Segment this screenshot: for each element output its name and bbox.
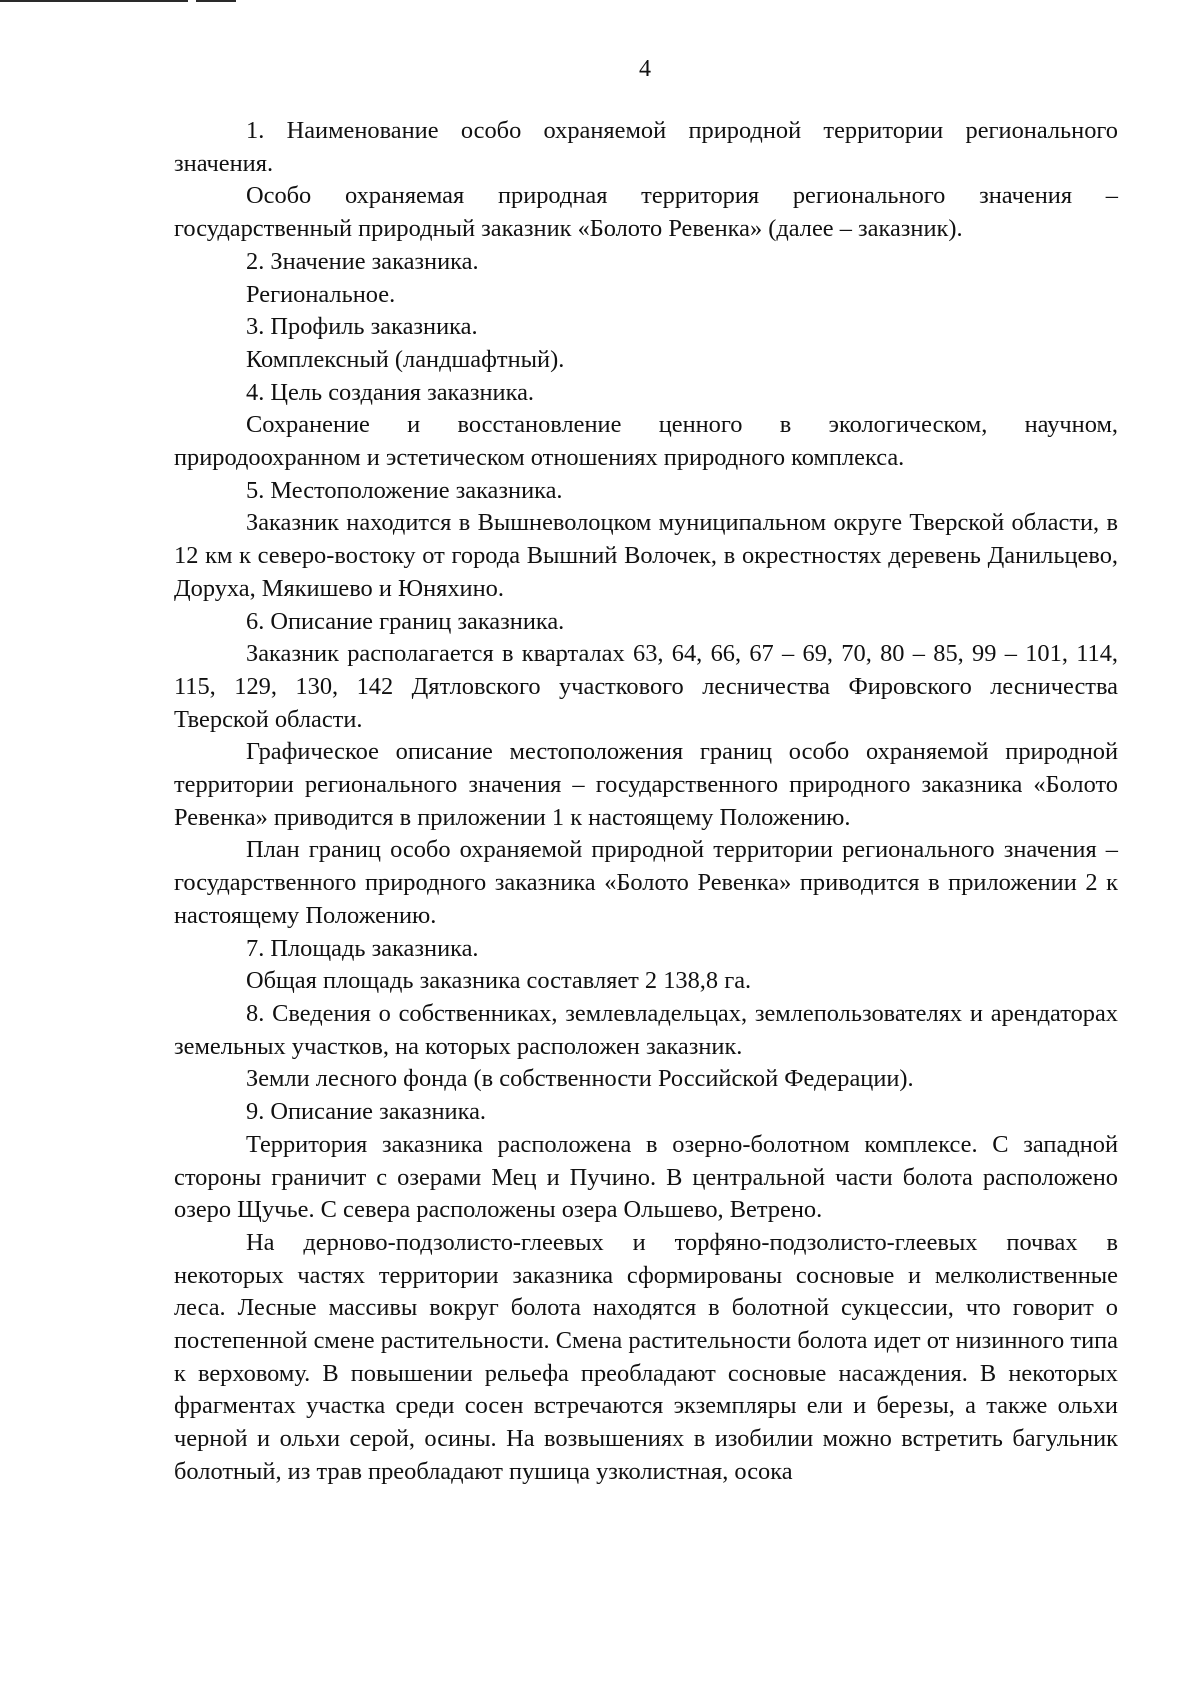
scan-edge-line [0,0,188,2]
page-number: 4 [639,56,651,82]
body-paragraph: Особо охраняемая природная территория регионального значения – государственный природный заказник «Болото Ревенка» (далее – заказник). [174,182,1118,243]
body-paragraph: Заказник располагается в кварталах 63, 64, 66, 67 – 69, 70, 80 – 85, 99 – 101, 114, 115, 129, 130, 142 Дятловского участкового лесничества Фировского лесничества Тверской области. [174,640,1118,733]
body-paragraph: Территория заказника расположена в озерно-болотном комплексе. С западной стороны граничит с озерами Мец и Пучино. В центральной части болота расположено озеро Щучье. С севера расположены озера Ольшево, Ветрено. [174,1130,1118,1224]
body-paragraph: Графическое описание местоположения границ особо охраняемой природной территории регионального значения – государственного природного заказника «Болото Ревенка» приводится в приложении 1 к настоящему Положению. [174,738,1118,831]
document-body [174,115,1118,1489]
section-heading: 6. Описание границ заказника. [246,607,565,635]
section-heading: 8. Сведения о собственниках, землевладельцах, землепользователях и арендаторах земельных участков, на которых расположен заказник. [174,999,1118,1060]
body-paragraph: На дерново-подзолисто-глеевых и торфяно-подзолисто-глеевых почвах в некоторых частях территории заказника сформированы сосновые и мелколиственные леса. Лесные массивы вокруг болота находятся в болотной сукцессии, что говорит о постепенной смене растительности. Смена растительности болота идет от низинного типа к верховому. В повышении рельефа преобладают сосновые насаждения. В некоторых фрагментах участка среди сосен встречаются экземпляры ели и березы, а также ольхи черной и ольхи серой, осины. На возвышениях в изобилии можно встретить багульник болотный, из трав преобладают пушица узколистная, осока [174,1228,1118,1485]
body-paragraph: Земли лесного фонда (в собственности Российской Федерации). [246,1065,914,1093]
body-paragraph: Сохранение и восстановление ценного в экологическом, научном, природоохранном и эстетическом отношениях природного комплекса. [174,411,1118,472]
section-heading: 1. Наименование особо охраняемой природной территории регионального значения. [174,117,1118,177]
section-heading: 2. Значение заказника. [246,247,479,275]
section-heading: 9. Описание заказника. [246,1098,486,1126]
body-paragraph: Заказник находится в Вышневолоцком муниципальном округе Тверской области, в 12 км к северо-востоку от города Вышний Волочек, в окрестностях деревень Данильцево, Доруха, Мякишево и Юняхино. [174,509,1118,602]
section-heading: 5. Местоположение заказника. [246,476,563,504]
body-paragraph: План границ особо охраняемой природной территории регионального значения – государственного природного заказника «Болото Ревенка» приводится в приложении 2 к настоящему Положению. [174,836,1118,929]
section-heading: 4. Цель создания заказника. [246,378,535,406]
body-paragraph: Общая площадь заказника составляет 2 138,8 га. [246,967,752,995]
body-paragraph: Комплексный (ландшафтный). [246,345,565,373]
section-heading: 3. Профиль заказника. [246,313,478,341]
section-heading: 7. Площадь заказника. [246,934,479,962]
body-paragraph: Региональное. [246,280,396,308]
scan-edge-line [196,0,236,2]
